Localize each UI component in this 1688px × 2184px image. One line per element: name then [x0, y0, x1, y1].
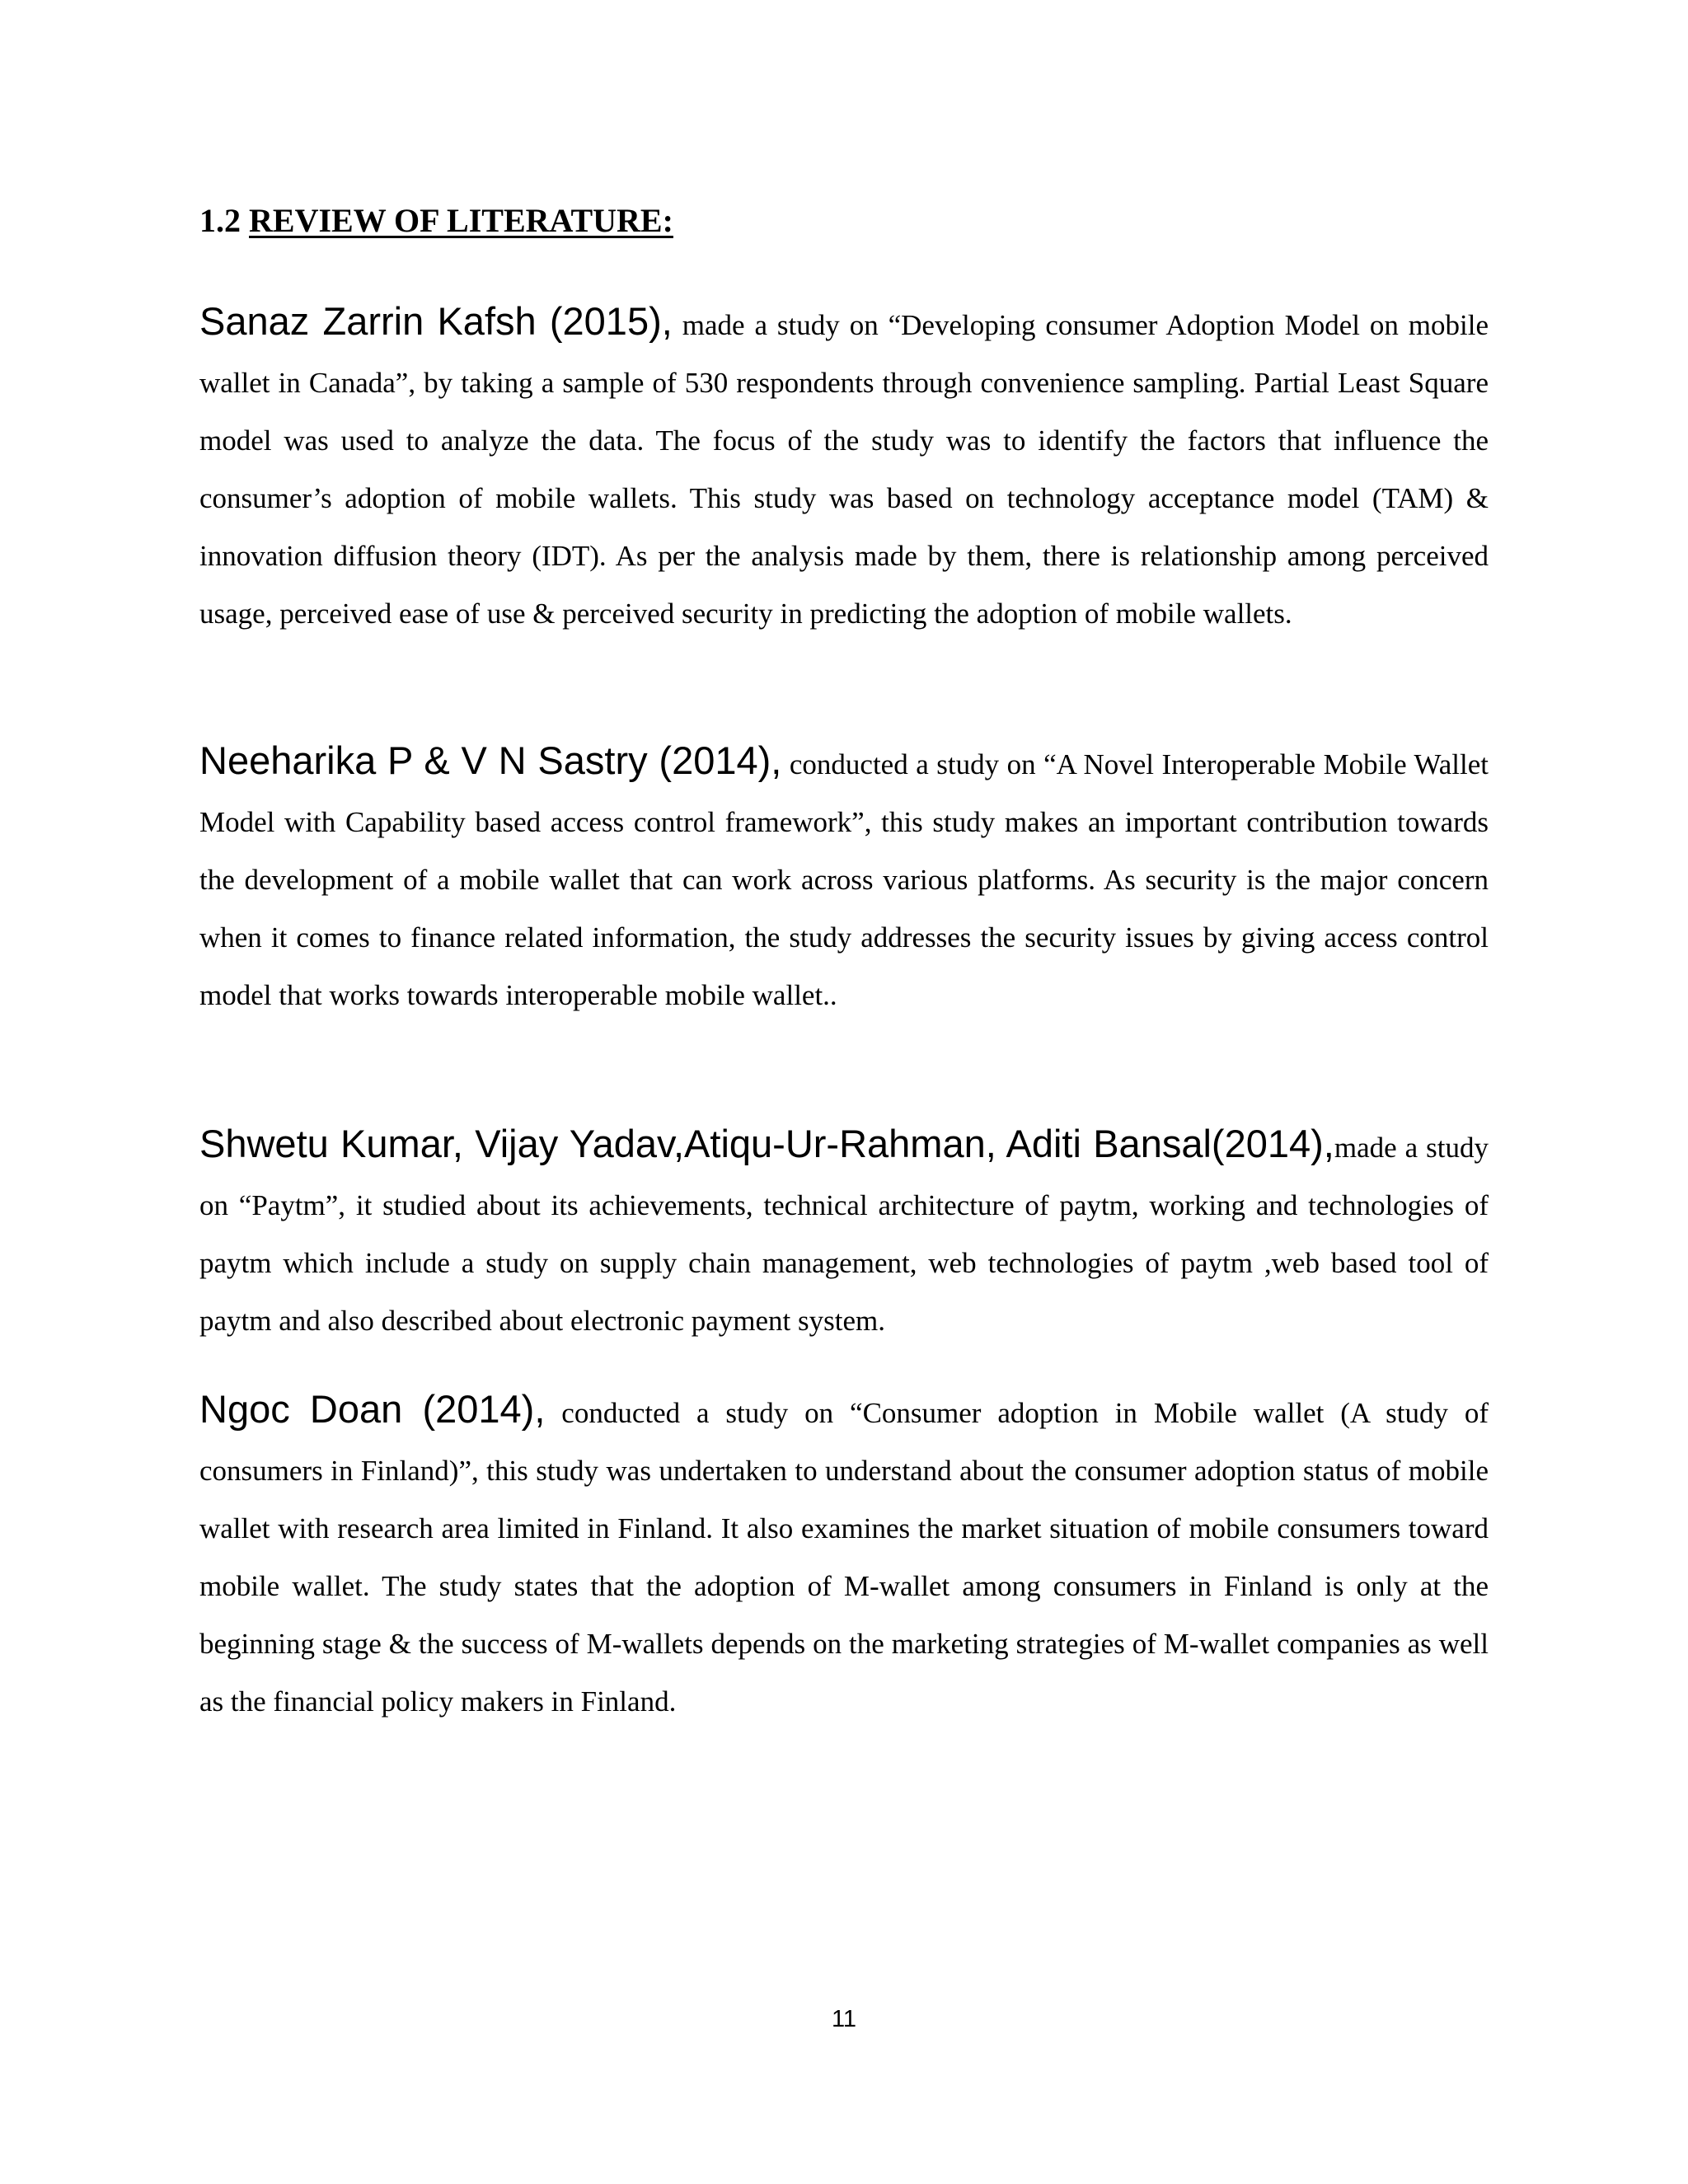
entry-text: conducted a study on “A Novel Interoperable Mobile Wallet Model with Capability based access control framework”, this study makes an important contribution towards the development of a mobile wallet that can work across various platforms. As security is the major concern when it comes to finance related information, the study addresses the security issues by giving access control model that works towards interoperable mobile wallet..: [199, 748, 1489, 1011]
page-number: 11: [831, 2006, 857, 2032]
literature-entry-kafsh: [199, 293, 1489, 643]
section-number: 1.2: [199, 202, 241, 239]
literature-entry-kumar: [199, 1115, 1489, 1350]
entry-text: made a study on “Paytm”, it studied about its achievements, technical architecture of paytm, working and technologies of paytm which include a study on supply chain management, web technologies of paytm ,web based tool of paytm and also described about electronic payment system.: [199, 1132, 1489, 1337]
entry-author: Ngoc Doan (2014),: [199, 1387, 546, 1431]
entry-author: Neeharika P & V N Sastry (2014),: [199, 738, 782, 782]
entry-author: Sanaz Zarrin Kafsh (2015),: [199, 299, 673, 343]
section-title: REVIEW OF LITERATURE:: [249, 202, 673, 239]
entry-author: Shwetu Kumar, Vijay Yadav,Atiqu-Ur-Rahman, Aditi Bansal(2014),: [199, 1122, 1334, 1165]
section-heading: [199, 196, 673, 246]
literature-entry-neeharika: [199, 732, 1489, 1024]
literature-entry-doan: [199, 1380, 1489, 1731]
entry-text: conducted a study on “Consumer adoption in Mobile wallet (A study of consumers in Finland)”, this study was undertaken to understand about the consumer adoption status of mobile wallet with research area limited in Finland. It also examines the market situation of mobile consumers toward mobile wallet. The study states that the adoption of M-wallet among consumers in Finland is only at the beginning stage & the success of M-wallets depends on the marketing strategies of M-wallet companies as well as the financial policy makers in Finland.: [199, 1397, 1489, 1718]
entry-text: made a study on “Developing consumer Adoption Model on mobile wallet in Canada”, by taking a sample of 530 respondents through convenience sampling. Partial Least Square model was used to analyze the data. The focus of the study was to identify the factors that influence the consumer’s adoption of mobile wallets. This study was based on technology acceptance model (TAM) & innovation diffusion theory (IDT). As per the analysis made by them, there is relationship among perceived usage, perceived ease of use & perceived security in predicting the adoption of mobile wallets.: [199, 309, 1489, 630]
